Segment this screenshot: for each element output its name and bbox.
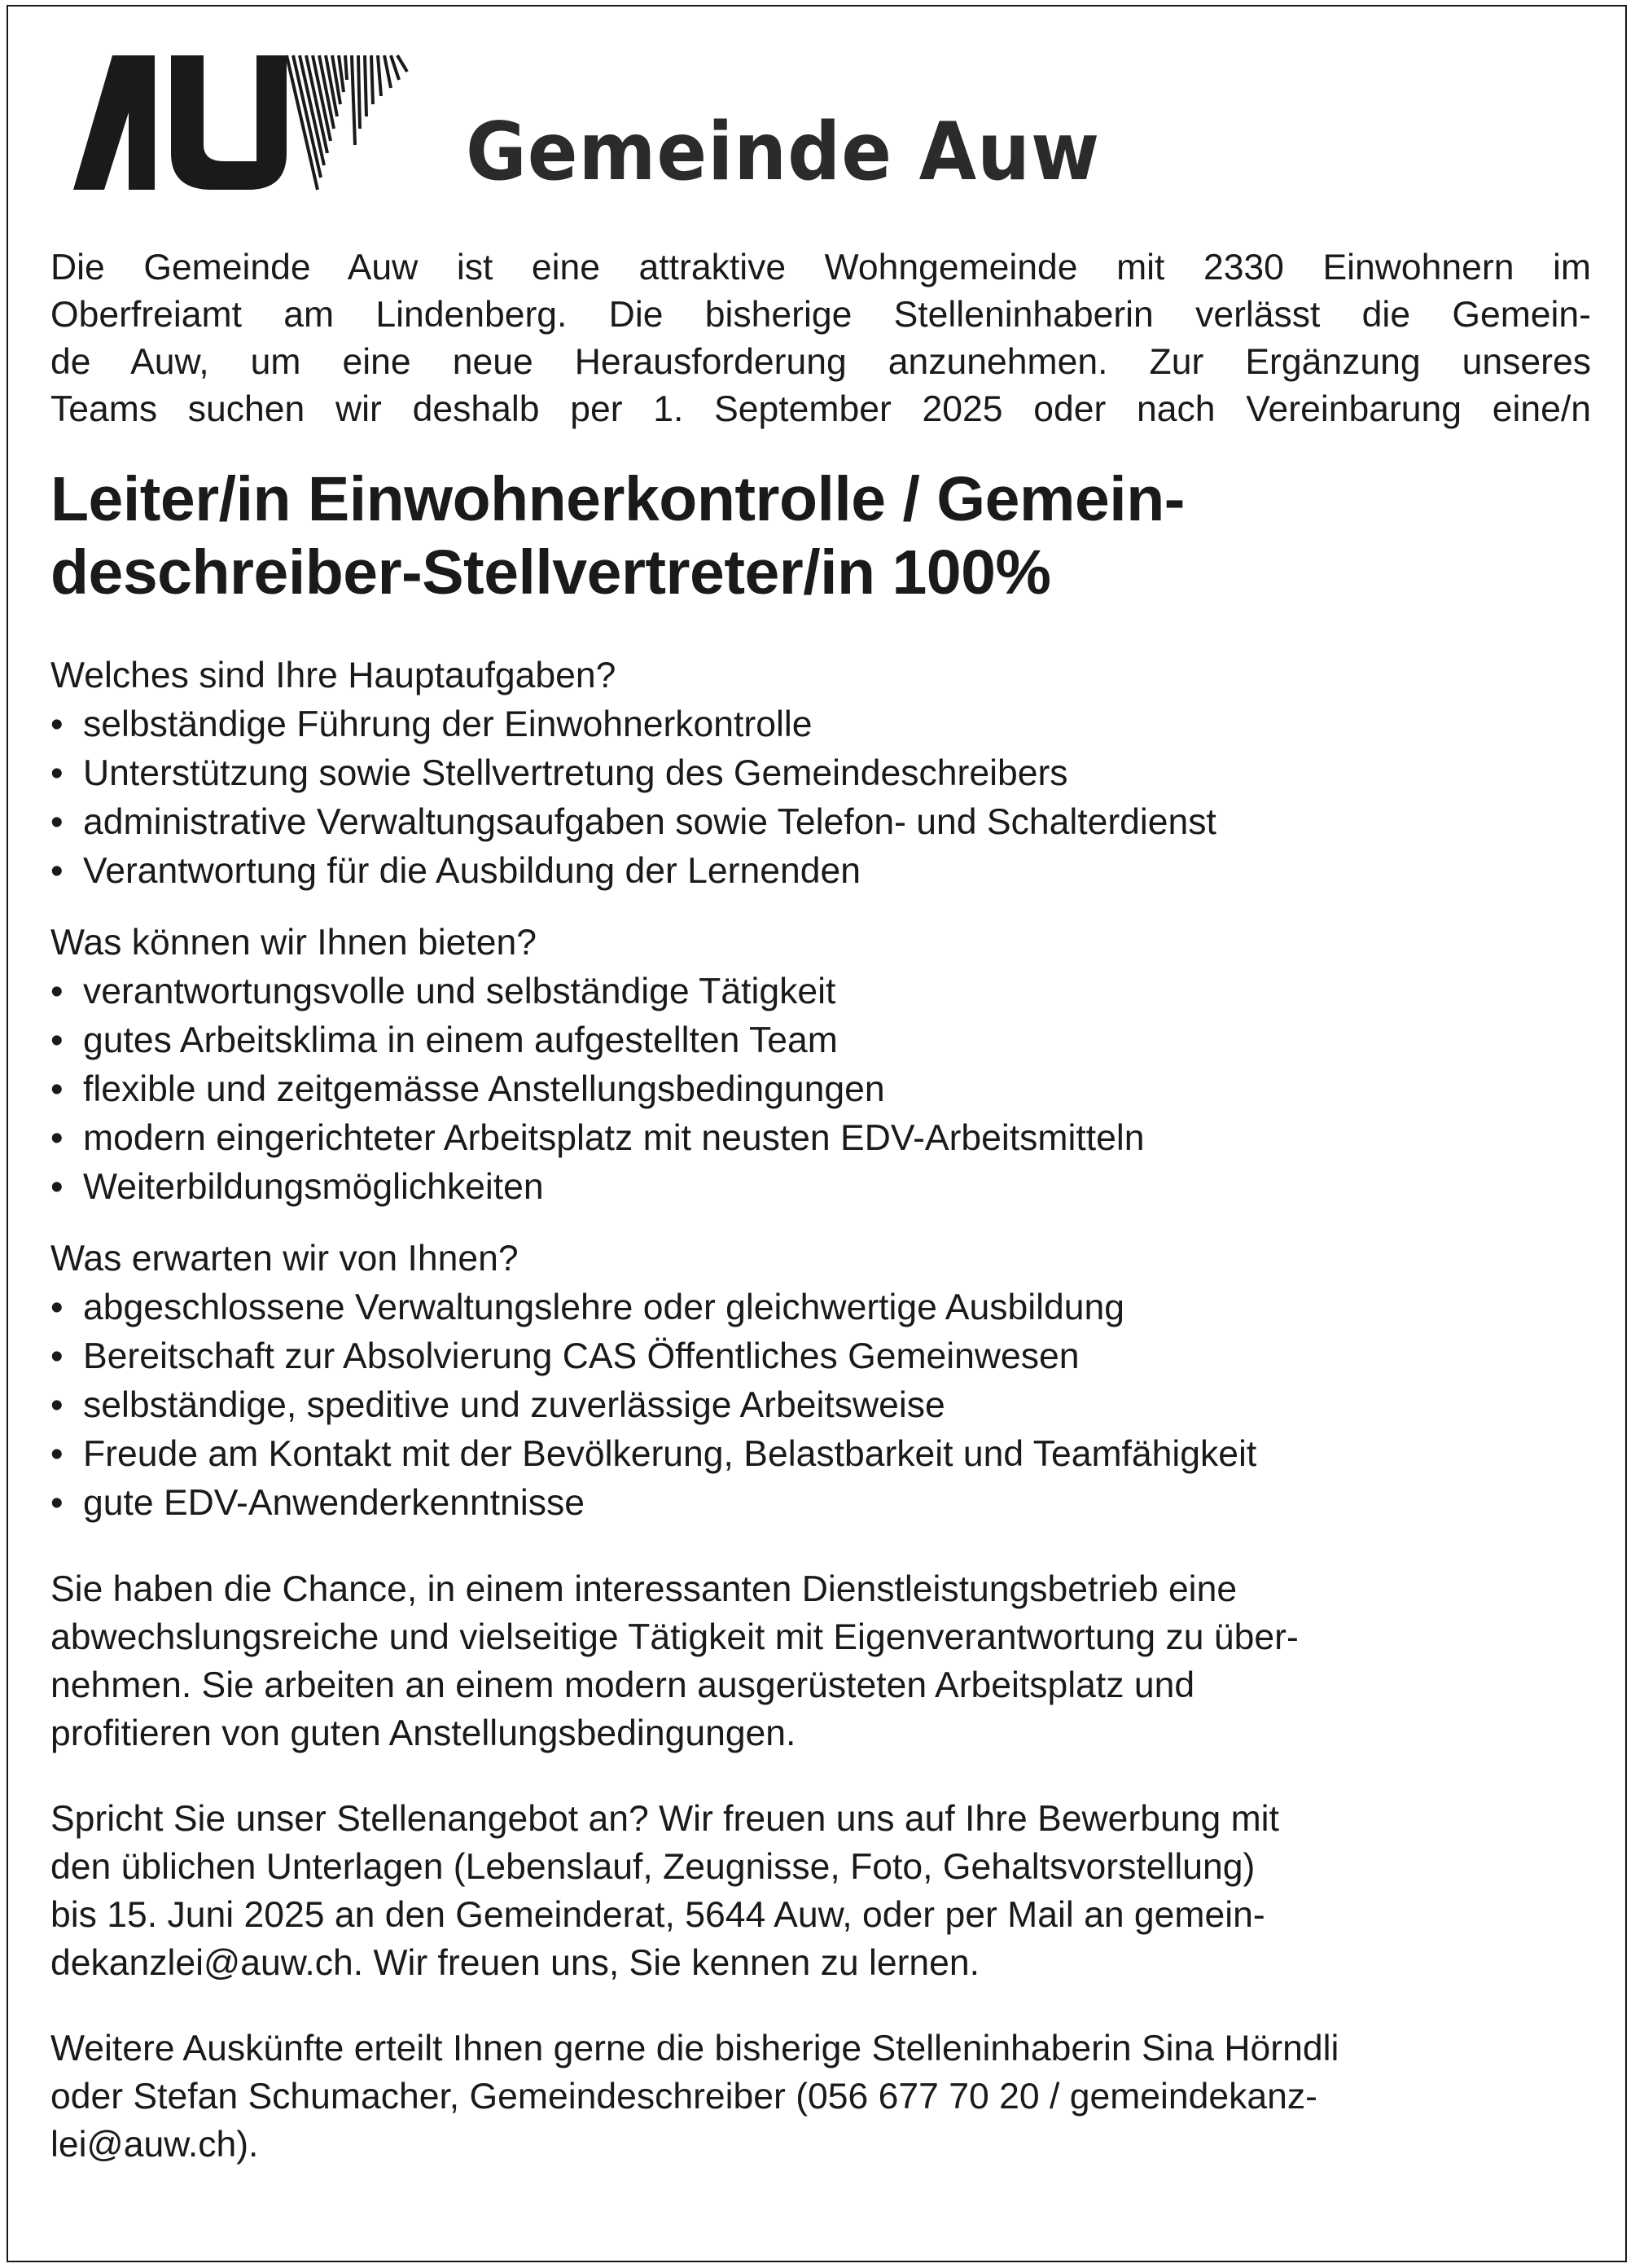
- auw-logo-emblem: [73, 47, 415, 202]
- list-item: • gutes Arbeitsklima in einem aufgestellten Team: [50, 1016, 1591, 1065]
- job-title-line: Leiter/in Einwohnerkontrolle / Gemein-: [50, 464, 1185, 534]
- intro-line: de Auw, um eine neue Herausforderung anzunehmen. Zur Ergänzung unseres: [50, 342, 1591, 382]
- job-title: [50, 463, 1591, 609]
- bullet-icon: •: [50, 1384, 64, 1425]
- bullet-list: [50, 1283, 1591, 1528]
- bullet-icon: •: [50, 1166, 64, 1207]
- section-tasks: [50, 651, 1591, 896]
- bullet-list: [50, 700, 1591, 896]
- bullet-icon: •: [50, 850, 64, 891]
- bullet-icon: •: [50, 1336, 64, 1376]
- list-item: • Verantwortung für die Ausbildung der Lernenden: [50, 847, 1591, 896]
- ad-content: [50, 244, 1591, 2169]
- section-heading: Was erwarten wir von Ihnen?: [50, 1238, 519, 1279]
- intro-line: Oberfreiamt am Lindenberg. Die bisherige Stelleninhaberin verlässt die Gemein-: [50, 295, 1591, 335]
- list-item: • administrative Verwaltungsaufgaben sowie Telefon- und Schalterdienst: [50, 798, 1591, 847]
- bullet-icon: •: [50, 801, 64, 842]
- list-item: • selbständige Führung der Einwohnerkontrolle: [50, 700, 1591, 749]
- list-item: • verantwortungsvolle und selbständige Tätigkeit: [50, 967, 1591, 1016]
- bullet-icon: •: [50, 1482, 64, 1523]
- bullet-icon: •: [50, 1117, 64, 1158]
- list-item: • Freude am Kontakt mit der Bevölkerung, Belastbarkeit und Teamfähigkeit: [50, 1430, 1591, 1479]
- chance-paragraph: Sie haben die Chance, in einem interessanten Dienstleistungsbetrieb eine abwechslungsreiche und vielseitige Tätigkeit mit Eigenverantwortung zu über- nehmen. Sie arbeiten an einem modern ausgerüsteten Arbeitsplatz und profitieren von guten Anstellungsbedingungen.: [50, 1568, 1299, 1753]
- bullet-icon: •: [50, 1068, 64, 1109]
- list-item: • selbständige, speditive und zuverlässige Arbeitsweise: [50, 1381, 1591, 1430]
- bullet-icon: •: [50, 1287, 64, 1327]
- bullet-icon: •: [50, 1020, 64, 1060]
- list-item: • abgeschlossene Verwaltungslehre oder gleichwertige Ausbildung: [50, 1283, 1591, 1332]
- list-item: • flexible und zeitgemässe Anstellungsbedingungen: [50, 1065, 1591, 1114]
- list-item: • Bereitschaft zur Absolvierung CAS Öffentliches Gemeinwesen: [50, 1332, 1591, 1381]
- list-item: • Weiterbildungsmöglichkeiten: [50, 1163, 1591, 1212]
- bullet-icon: •: [50, 971, 64, 1011]
- intro-paragraph: [50, 244, 1591, 433]
- bullet-icon: •: [50, 752, 64, 793]
- bullet-icon: •: [50, 1433, 64, 1474]
- bullet-list: [50, 967, 1591, 1212]
- header: [73, 47, 1213, 202]
- list-item: • Unterstützung sowie Stellvertretung des Gemeindeschreibers: [50, 749, 1591, 798]
- intro-line: Die Gemeinde Auw ist eine attraktive Wohngemeinde mit 2330 Einwohnern im: [50, 248, 1591, 287]
- job-title-line: deschreiber-Stellvertreter/in 100%: [50, 537, 1051, 608]
- contact-paragraph: Weitere Auskünfte erteilt Ihnen gerne die bisherige Stelleninhaberin Sina Hörndli oder Stefan Schumacher, Gemeindeschreiber (056 677 70 20 / gemeindekanz- lei@auw.ch).: [50, 2028, 1339, 2165]
- logo-wordmark: Gemeinde Auw: [466, 106, 1101, 199]
- list-item: • modern eingerichteter Arbeitsplatz mit neusten EDV-Arbeitsmitteln: [50, 1114, 1591, 1163]
- list-item: • gute EDV-Anwenderkenntnisse: [50, 1479, 1591, 1528]
- section-offer: [50, 919, 1591, 1212]
- intro-line: Teams suchen wir deshalb per 1. September 2025 oder nach Vereinbarung eine/n: [50, 389, 1591, 429]
- bullet-icon: •: [50, 704, 64, 744]
- section-heading: Welches sind Ihre Hauptaufgaben?: [50, 655, 616, 695]
- section-requirements: [50, 1235, 1591, 1528]
- application-paragraph: Spricht Sie unser Stellenangebot an? Wir freuen uns auf Ihre Bewerbung mit den üblichen Unterlagen (Lebenslauf, Zeugnisse, Foto, Gehaltsvorstellung) bis 15. Juni 2025 an den Gemeinderat, 5644 Auw, oder per Mail an gemein- dekanzlei@auw.ch. Wir freuen uns, Sie kennen zu lernen.: [50, 1798, 1279, 1983]
- section-heading: Was können wir Ihnen bieten?: [50, 922, 537, 963]
